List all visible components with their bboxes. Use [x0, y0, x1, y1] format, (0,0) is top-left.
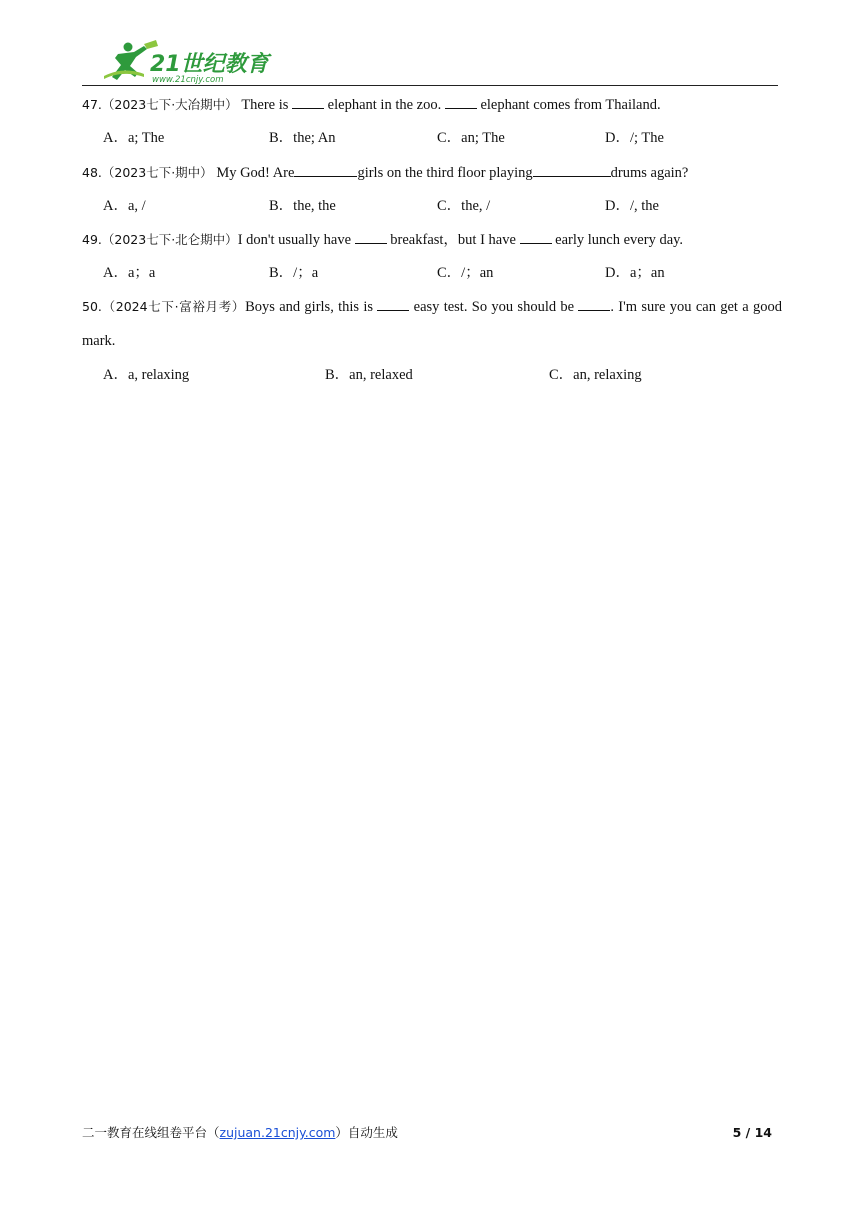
answer-blank — [294, 162, 357, 177]
logo-text: 21世纪教育 — [150, 52, 269, 77]
option-a: A．a, relaxing — [103, 367, 190, 383]
option-c: C．an, relaxing — [549, 367, 642, 383]
answer-blank — [533, 162, 611, 177]
answer-blank — [355, 229, 387, 244]
question-47 — [82, 94, 661, 115]
option-c: C．the, / — [437, 198, 491, 214]
answer-blank — [520, 229, 552, 244]
question-text: breakfast，but I have — [386, 232, 520, 248]
option-c: C．/；an — [437, 265, 494, 281]
logo-url-text: www.21cnjy.com — [152, 75, 224, 84]
question-text: There is — [237, 97, 293, 113]
option-d: D．/, the — [605, 198, 659, 214]
question-source: （2023七下·大冶期中） — [101, 97, 238, 112]
question-text: elephant comes from Thailand. — [476, 97, 661, 113]
answer-blank — [377, 296, 409, 311]
question-number: 50. — [82, 299, 102, 314]
option-a: A．a；a — [103, 265, 156, 281]
option-d: D．a；an — [605, 265, 665, 281]
footer-prefix: 二一教育在线组卷平台（ — [82, 1125, 220, 1140]
question-number: 48. — [82, 165, 102, 180]
answer-blank — [445, 94, 477, 109]
option-b: B．/；a — [269, 265, 319, 281]
option-b: B．the; An — [269, 130, 336, 146]
question-number: 49. — [82, 232, 102, 247]
question-text: drums again? — [610, 165, 689, 181]
question-source: （2023七下·期中） — [101, 165, 213, 180]
question-number: 47. — [82, 97, 102, 112]
option-d: D．/; The — [605, 130, 664, 146]
answer-blank — [292, 94, 324, 109]
question-source: （2024七下·富裕月考） — [101, 299, 246, 314]
footer-suffix: ）自动生成 — [335, 1125, 398, 1140]
site-logo — [100, 40, 275, 84]
question-50 — [82, 290, 782, 358]
footer-credit — [82, 1124, 398, 1142]
question-48 — [82, 162, 688, 183]
question-text: I don't usually have — [237, 232, 355, 248]
question-text: My God! Are — [212, 165, 295, 181]
answer-blank — [578, 296, 610, 311]
option-c: C．an; The — [437, 130, 505, 146]
footer-link[interactable]: zujuan.21cnjy.com — [219, 1125, 336, 1140]
page-number: 5 / 14 — [732, 1125, 772, 1140]
header-divider — [82, 85, 778, 86]
option-a: A．a, / — [103, 198, 146, 214]
question-text: easy test. So you should be — [409, 299, 579, 315]
question-text: early lunch every day. — [551, 232, 684, 248]
option-b: B．the, the — [269, 198, 336, 214]
question-source: （2023七下·北仑期中） — [101, 232, 238, 247]
option-b: B．an, relaxed — [325, 367, 413, 383]
question-49 — [82, 229, 683, 250]
question-text: girls on the third floor playing — [357, 165, 533, 181]
question-text: Boys and girls, this is — [245, 299, 378, 315]
question-text: . I'm sure you can get a good mark. — [82, 299, 782, 349]
question-text: elephant in the zoo. — [324, 97, 445, 113]
option-a: A．a; The — [103, 130, 165, 146]
